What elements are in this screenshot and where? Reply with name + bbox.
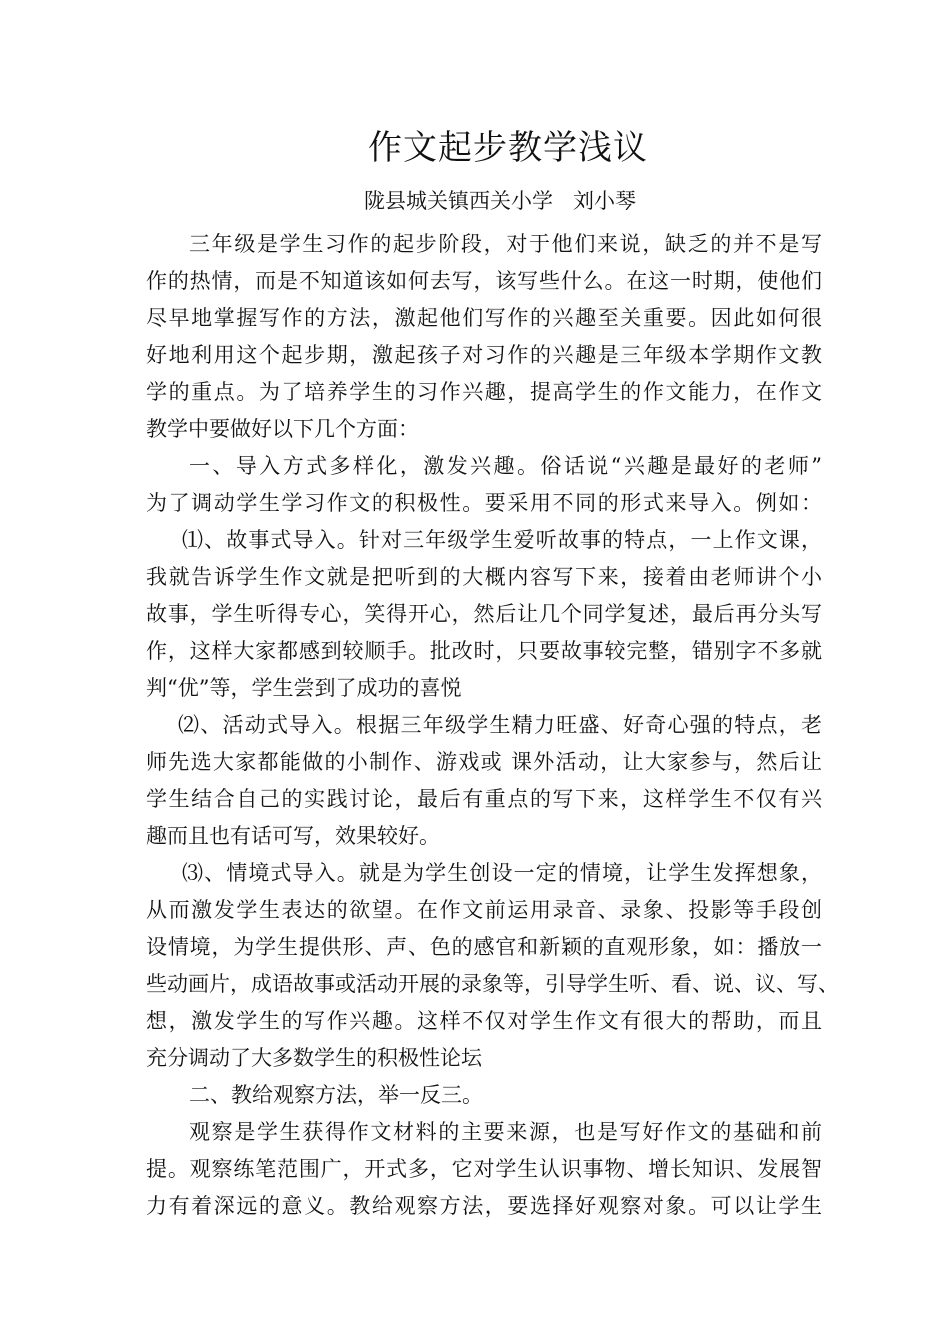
body-line: 教学中要做好以下几个方面： <box>146 417 419 441</box>
body-line: 趣而且也有话可写，效果较好。 <box>146 824 440 848</box>
section-heading-2: 二、教给观察方法，举一反三。 <box>189 1083 483 1107</box>
body-line: 好地利用这个起步期，激起孩子对习作的兴趣是三年级本学期作文教 <box>146 343 822 367</box>
body-line: 从而激发学生表达的欲望。在作文前运用录音、录象、投影等手段创 <box>146 898 822 922</box>
body-line: 为了调动学生学习作文的积极性。要采用不同的形式来导入。例如： <box>146 491 822 515</box>
body-line: 师先选大家都能做的小制作、游戏或 课外活动，让大家参与，然后让 <box>146 750 822 774</box>
body-line: 些动画片，成语故事或活动开展的录象等，引导学生听、看、说、议、写、 <box>146 972 839 996</box>
body-line: 充分调动了大多数学生的积极性论坛 <box>146 1046 482 1070</box>
body-line: 判“优”等，学生尝到了成功的喜悦 <box>146 676 462 700</box>
body-line: 故事，学生听得专心，笑得开心，然后让几个同学复述，最后再分头写 <box>146 602 822 626</box>
body-line: 作，这样大家都感到较顺手。批改时，只要故事较完整，错别字不多就 <box>146 639 822 663</box>
body-line: 作的热情，而是不知道该如何去写，该写些什么。在这一时期，使他们 <box>146 269 822 293</box>
body-line: 提。观察练笔范围广，开式多，它对学生认识事物、增长知识、发展智 <box>146 1157 822 1181</box>
body-line: 学生结合自己的实践讨论，最后有重点的写下来，这样学生不仅有兴 <box>146 787 822 811</box>
document-title: 作文起步教学浅议 <box>368 128 648 168</box>
body-line: 力有着深远的意义。教给观察方法，要选择好观察对象。可以让学生 <box>146 1194 822 1218</box>
body-line: 观察是学生获得作文材料的主要来源，也是写好作文的基础和前 <box>189 1120 822 1144</box>
body-line: ⑶、情境式导入。就是为学生创设一定的情境，让学生发挥想象， <box>182 861 822 885</box>
author-byline: 陇县城关镇西关小学 刘小琴 <box>363 189 637 213</box>
section-heading-1: 一、导入方式多样化，激发兴趣。俗话说“兴趣是最好的老师” <box>189 454 822 478</box>
body-line: ⑴、故事式导入。针对三年级学生爱听故事的特点，一上作文课， <box>182 528 822 552</box>
body-line: 设情境，为学生提供形、声、色的感官和新颖的直观形象，如：播放一 <box>146 935 822 959</box>
body-line: 尽早地掌握写作的方法，激起他们写作的兴趣至关重要。因此如何很 <box>146 306 822 330</box>
body-line: ⑵、活动式导入。根据三年级学生精力旺盛、好奇心强的特点，老 <box>178 713 822 737</box>
body-line: 三年级是学生习作的起步阶段，对于他们来说，缺乏的并不是写 <box>189 232 822 256</box>
body-line: 学的重点。为了培养学生的习作兴趣，提高学生的作文能力，在作文 <box>146 380 822 404</box>
body-line: 想，激发学生的写作兴趣。这样不仅对学生作文有很大的帮助，而且 <box>146 1009 822 1033</box>
body-line: 我就告诉学生作文就是把听到的大概内容写下来，接着由老师讲个小 <box>146 565 822 589</box>
